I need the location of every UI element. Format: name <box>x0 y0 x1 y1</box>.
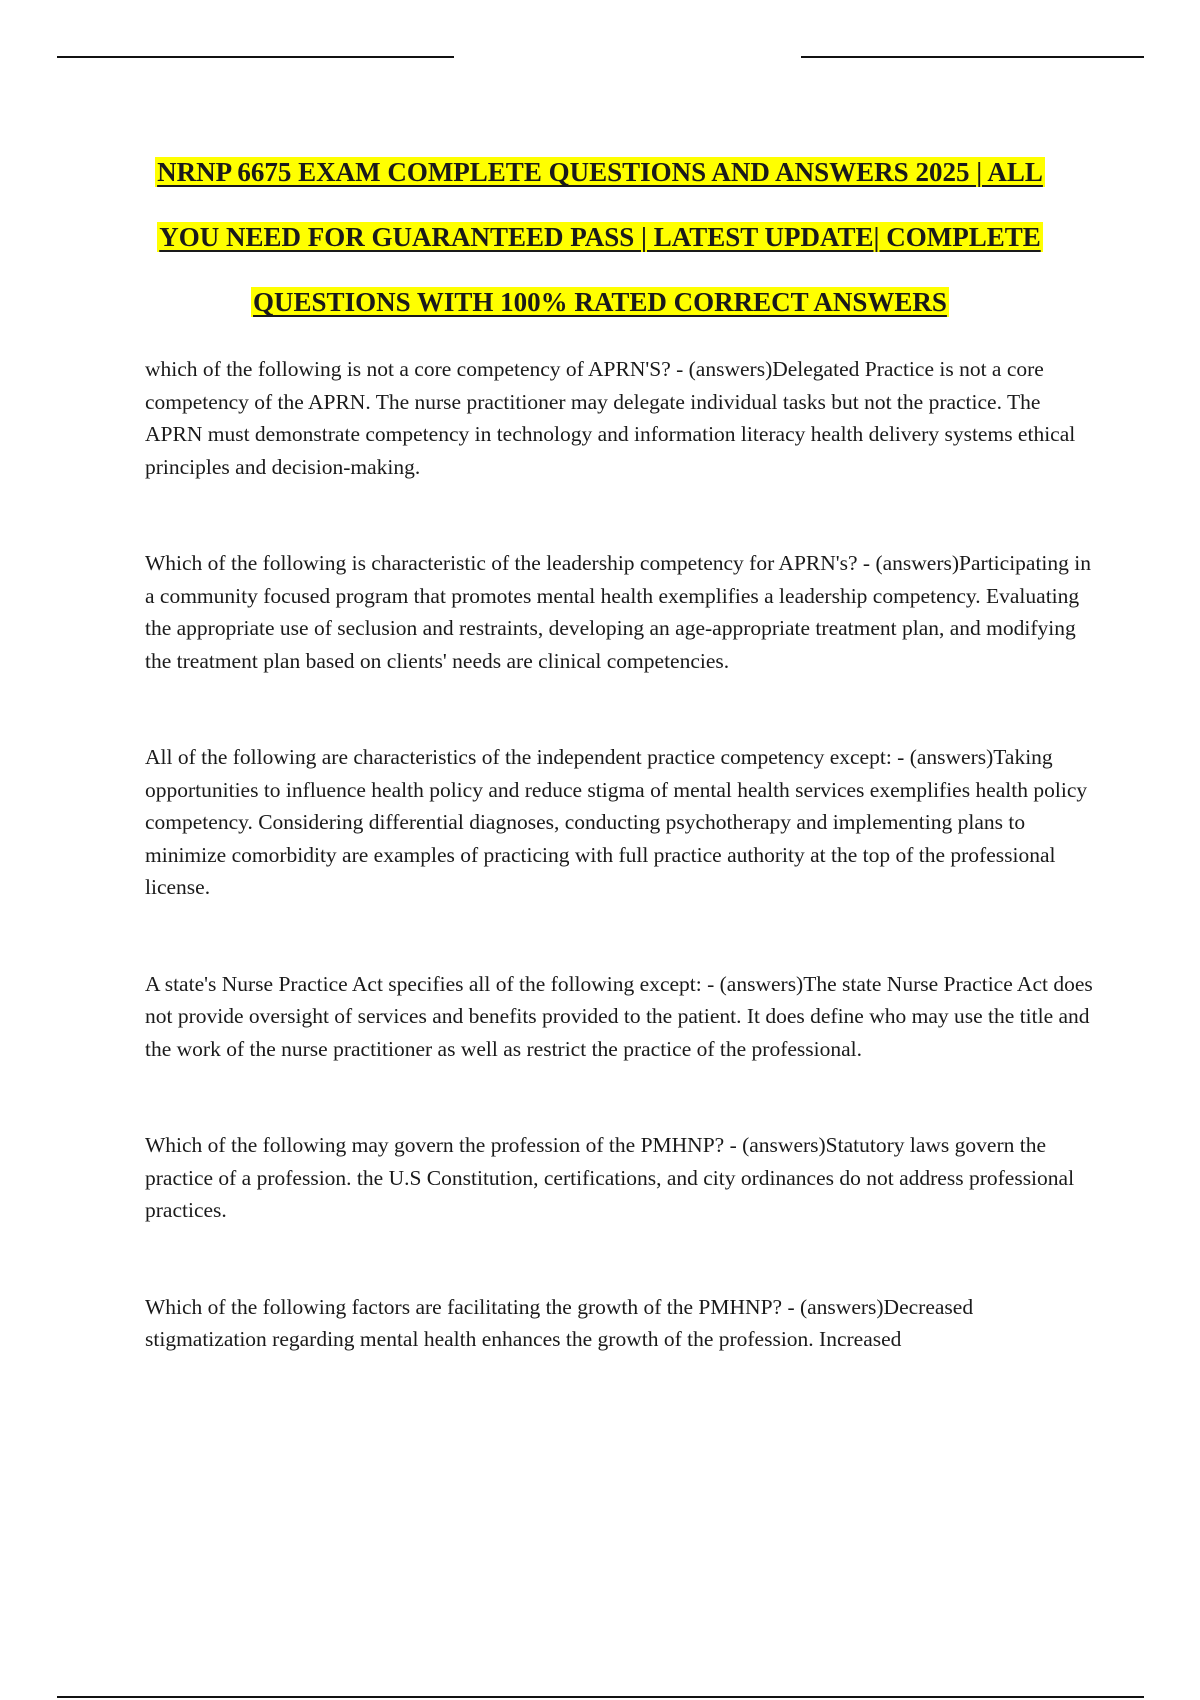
title-line-3-text: QUESTIONS WITH 100% RATED CORRECT ANSWERS <box>253 287 947 317</box>
qa-item-4: A state's Nurse Practice Act specifies all of the following except: - (answers)The state Nurse Practice Act does not provide oversight of services and benefits provided to the patient. It does define who may use the title and the work of the nurse practitioner as well as restrict the practice of the professional. <box>145 971 1093 1061</box>
qa-item-2: Which of the following is characteristic of the leadership competency for APRN's? - (answers)Participating in a community focused program that promotes mental health exemplifies a leadership competency. Evaluating the appropriate use of seclusion and restraints, developing an age-appropriate treatment plan, and modifying the treatment plan based on clients' needs are clinical competencies. <box>145 551 1091 673</box>
title-line-2-text: YOU NEED FOR GUARANTEED PASS | LATEST UPDATE| COMPLETE <box>159 222 1041 252</box>
qa-item-3: All of the following are characteristics of the independent practice competency except: - (answers)Taking opportunities to influence health policy and reduce stigma of mental health services exemplifies health policy competency. Considering differential diagnoses, conducting psychotherapy and implementing plans to minimize comorbidity are examples of practicing with full practice authority at the top of the professional license. <box>145 745 1088 899</box>
title-line-2 <box>0 205 1200 270</box>
document-title <box>0 140 1200 335</box>
title-line-1-text: NRNP 6675 EXAM COMPLETE QUESTIONS AND ANSWERS 2025 | ALL <box>157 157 1043 187</box>
title-line-3 <box>0 270 1200 335</box>
footer-rule <box>57 1696 1144 1698</box>
qa-item-1: which of the following is not a core competency of APRN'S? - (answers)Delegated Practice is not a core competency of the APRN. The nurse practitioner may delegate individual tasks but not the practice. The APRN must demonstrate competency in technology and information literacy health delivery systems ethical principles and decision-making. <box>145 357 1076 479</box>
title-line-1 <box>0 140 1200 205</box>
header-rule-right <box>801 56 1144 58</box>
question-answer-list <box>145 353 1095 1356</box>
header-rule-left <box>57 56 454 58</box>
qa-item-5: Which of the following may govern the profession of the PMHNP? - (answers)Statutory laws govern the practice of a profession. the U.S Constitution, certifications, and city ordinances do not address professional practices. <box>145 1133 1075 1222</box>
qa-item-6: Which of the following factors are facilitating the growth of the PMHNP? - (answers)Decreased stigmatization regarding mental health enhances the growth of the profession. Increased <box>145 1294 974 1351</box>
